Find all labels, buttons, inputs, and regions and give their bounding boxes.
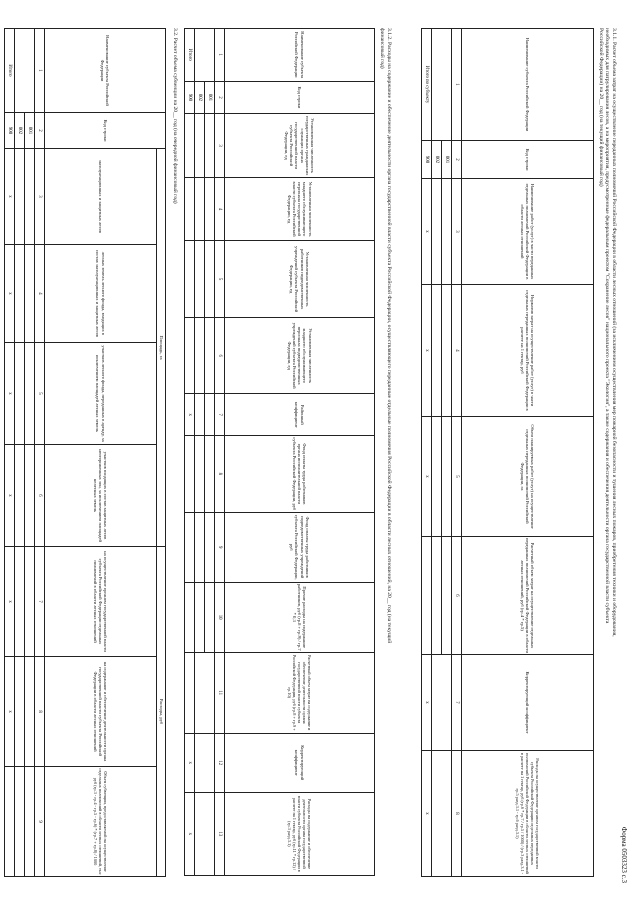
heading-line: 3.1.1. Расчет объема затрат на осуществление переданных полномочий Российской Федерации в области лесных отношений (за исключением осуществления мер пожарной безопасности и тушения лесных пожаров, приобретения техники и оборудования, — [611, 28, 617, 637]
table-cell — [15, 343, 25, 445]
header-row — [45, 29, 157, 877]
header-cell: Объем планируемых работ (услуг) на осуществление отдельных переданных полномочий Российской Федерации, га — [462, 417, 594, 537]
table-cell — [25, 343, 35, 445]
row-code: 001 — [205, 81, 215, 114]
table-row — [205, 29, 215, 876]
header-cell: Норматив затрат на осуществление работ (услуг) в части отдельных переданных полномочий Российской Федерации в расчете на 1 гектар, руб — [462, 285, 594, 417]
table-cell: x — [185, 394, 195, 436]
table-cell: x — [185, 733, 195, 792]
table-cell — [205, 241, 215, 318]
table-cell — [195, 436, 205, 513]
col-number: 9 — [215, 512, 225, 582]
table-cell — [195, 394, 205, 436]
col-number: 2 — [452, 141, 462, 179]
header-cell: Фонд оплаты труда работников подведомственных учреждений субъекта Российской Федерации, руб — [225, 512, 375, 582]
table-cell — [432, 417, 442, 537]
row-code: 001 — [25, 113, 35, 149]
col-number: 1 — [35, 29, 45, 113]
table-cell — [195, 582, 205, 652]
table-cell: x — [5, 657, 15, 767]
col-number: 4 — [215, 177, 225, 240]
col-number: 7 — [35, 547, 45, 657]
header-cell: участков лесного фонда, переданных в аренду, за исключением площадей лесных земель — [45, 343, 157, 445]
col-number: 8 — [452, 751, 462, 877]
table-cell — [195, 317, 205, 394]
header-cell: Наименование работ (услуг) в части переданных отдельных полномочий Российской Федерации в области лесных отношений — [462, 179, 594, 285]
table-cell — [5, 767, 15, 877]
section-32-heading: 3.2. Расчет объема субвенции на 20__ год (на очередной финансовый год) — [172, 28, 178, 204]
subject-name-cell — [195, 29, 215, 82]
col-number: 3 — [35, 149, 45, 245]
table-row — [25, 29, 35, 877]
table-cell — [25, 767, 35, 877]
header-cell: Корректирующий коэффициент — [225, 733, 375, 792]
col-number: 11 — [215, 652, 225, 733]
table-row — [15, 29, 25, 877]
col-number: 1 — [215, 29, 225, 82]
header-cell: Расходы на содержание и обеспечение деятельности органа государственной власти субъекта Российской Федерации в расчете на 1 гектар, руб (гр.11 * гр.12) / (гр.3 разд.3.1) — [225, 792, 375, 875]
table-cell — [205, 512, 215, 582]
table-cell — [185, 582, 195, 652]
col-number: 9 — [35, 767, 45, 877]
table-cell — [432, 179, 442, 285]
col-number: 5 — [452, 417, 462, 537]
table-cell: x — [5, 445, 15, 547]
total-row — [185, 29, 195, 876]
table-312 — [184, 28, 375, 876]
heading-line: финансовый год) — [379, 28, 386, 69]
table-cell — [422, 537, 432, 655]
col-number: 8 — [215, 436, 225, 513]
col-number: 2 — [35, 113, 45, 149]
table-cell — [205, 582, 215, 652]
column-number-row — [35, 29, 45, 877]
total-label: Итого — [5, 29, 15, 113]
col-number: 6 — [35, 445, 45, 547]
header-cell: Наименование субъекта Российской Федерации — [45, 29, 166, 113]
header-cell: Расходы на осуществление органом государственной власти субъекта Российской Федерации отдельных переданных полномочий Российской Федерации в области лесных отношений в расчете на 1 гектар, руб (гр.6 * гр.7 / гр.5 / 1000) / (гр.3 разд.3.1 - гр.5 разд.3.1 - гр.6 разд.3.1) — [462, 751, 594, 877]
table-cell — [205, 436, 215, 513]
table-cell — [432, 285, 442, 417]
table-cell — [15, 767, 25, 877]
header-row — [462, 29, 594, 877]
total-label: Итого — [185, 29, 195, 82]
col-number: 2 — [215, 81, 225, 114]
row-code: 900 — [5, 113, 15, 149]
table-cell — [15, 149, 25, 245]
table-cell — [205, 317, 215, 394]
header-cell: Прочие расходы на содержание работников, руб (гр.8 + гр.9) / гр.7 * 0,3 — [225, 582, 375, 652]
table-cell — [15, 445, 25, 547]
table-cell — [195, 652, 215, 733]
col-number: 8 — [35, 657, 45, 767]
table-cell — [205, 394, 215, 436]
col-number: 6 — [215, 317, 225, 394]
table-cell — [195, 177, 205, 240]
table-cell — [185, 177, 195, 240]
table-cell: x — [5, 547, 15, 657]
table-cell — [442, 285, 452, 417]
header-cell: Код строки — [45, 113, 166, 149]
table-311 — [421, 28, 594, 877]
table-cell — [432, 655, 452, 751]
header-cell: Установленная численность работников подведомственных учреждений субъекта Российской Федерации, ед — [225, 241, 375, 318]
table-cell: x — [5, 149, 15, 245]
table-cell — [432, 537, 442, 655]
table-cell: x — [422, 179, 432, 285]
form-code: Форма 0503323 с.3 — [620, 826, 628, 883]
header-cell: эксплуатационных и защитных лесов — [45, 149, 157, 245]
table-cell — [15, 547, 25, 657]
table-cell — [25, 245, 35, 343]
table-cell — [432, 751, 452, 877]
col-number: 3 — [215, 114, 225, 177]
heading-line: необходимых для патрулирования лесов, а на мероприятия, предусмотренные федеральным проектом "Сохранение лесов" национального проекта "Экология", а также содержания и обеспечения деятельности органа государственной власти субъекта — [604, 28, 611, 624]
table-cell — [442, 179, 452, 285]
header-cell: Объем субвенции, предоставляемой на осуществление отдельных полномочий в области лесных отношений, тыс руб (гр.3 - гр.4 - гр.5 - гр.6) * (гр.7 + гр.8) / 1000 — [45, 767, 157, 877]
col-number: 6 — [452, 537, 462, 655]
col-number: 3 — [452, 179, 462, 285]
header-cell: Районный коэффициент — [225, 394, 375, 436]
table-cell: x — [422, 655, 432, 751]
header-cell: Установленная численность государственных гражданских служащих органа государственной власти субъекта Российской Федерации, ед — [225, 114, 375, 177]
table-row — [442, 29, 452, 877]
group-header-row — [157, 29, 166, 877]
col-number: 4 — [35, 245, 45, 343]
table-cell — [442, 417, 452, 537]
header-cell: участков входящих в состав защитных лесов неогороженных зон, за исключением площадей нелесных земель — [45, 445, 157, 547]
header-cell: Наименование субъекта Российской Федерации — [225, 29, 375, 82]
table-cell — [185, 114, 195, 177]
table-cell — [195, 792, 215, 875]
table-cell — [185, 317, 195, 394]
table-cell — [195, 733, 215, 792]
total-label: Итого по субъекту — [422, 29, 432, 141]
header-cell: лесных земель лесного фонда, входящих в состав эксплуатационных и защитных лесов — [45, 245, 157, 343]
heading-line: Российской Федерации) на 20__ год (на текущий финансовый год) — [597, 28, 604, 187]
row-code: 002 — [432, 141, 442, 179]
column-number-row — [215, 29, 225, 876]
expenses-group-header: Расходы, руб — [157, 547, 166, 877]
table-cell: x — [5, 245, 15, 343]
col-number: 13 — [215, 792, 225, 875]
row-code: 001 — [442, 141, 452, 179]
col-number: 5 — [215, 241, 225, 318]
table-cell — [25, 445, 35, 547]
table-cell — [185, 652, 195, 733]
row-code: 900 — [422, 141, 432, 179]
table-cell — [185, 241, 195, 318]
table-cell: x — [422, 751, 432, 877]
table-cell — [185, 512, 195, 582]
col-number: 7 — [215, 394, 225, 436]
header-cell: Фонд оплаты труда работников органа исполнительной власти субъекта Российской Федерации, руб — [225, 436, 375, 513]
header-cell: Код строки — [225, 81, 375, 114]
table-cell — [15, 657, 25, 767]
header-cell: Код строки — [462, 141, 594, 179]
col-number: 4 — [452, 285, 462, 417]
row-code: 002 — [15, 113, 25, 149]
row-code: 002 — [195, 81, 205, 114]
table-cell — [25, 547, 35, 657]
col-number: 7 — [452, 655, 462, 751]
row-code: 900 — [185, 81, 195, 114]
subject-name-cell — [15, 29, 35, 113]
heading-line: 3.1.2. Расходы на содержание и обеспечение деятельности органа государственной власти субъекта Российской Федерации, осуществляющего переданные отдельные полномочия Российской Федерации в области лесных отношений, на 20__ год (на текущий — [386, 28, 392, 644]
table-cell — [25, 149, 35, 245]
table-cell: x — [5, 343, 15, 445]
table-cell — [15, 245, 25, 343]
col-number: 1 — [452, 29, 462, 141]
table-cell — [195, 512, 205, 582]
header-cell: Расчетный объем затрат на содержание и обеспечение деятельности органа государственной власти субъекта Российской Федерации, руб (гр.8 + гр.9 + гр.10) — [225, 652, 375, 733]
table-cell — [442, 537, 452, 655]
section-311-heading — [597, 28, 617, 878]
table-32 — [4, 28, 166, 877]
column-number-row — [452, 29, 462, 877]
table-cell: x — [422, 417, 432, 537]
table-cell — [25, 657, 35, 767]
header-cell: Корректирующий коэффициент — [462, 655, 594, 751]
table-cell — [195, 241, 205, 318]
header-cell: Установленная численность младшего обслуживающего персонала подведомственных учреждений субъекта Российской Федерации, ед — [225, 317, 375, 394]
total-row — [422, 29, 432, 877]
section-312-heading — [379, 28, 392, 878]
header-cell: Расчетный объем затрат на осуществление отдельных переданных полномочий Российской Федерации в области лесных отношений, руб (гр.4 * гр.5) — [462, 537, 594, 655]
col-number: 5 — [35, 343, 45, 445]
table-cell — [185, 436, 195, 513]
col-number: 12 — [215, 733, 225, 792]
col-number: 10 — [215, 582, 225, 652]
table-cell: x — [422, 285, 432, 417]
table-cell — [205, 114, 215, 177]
header-cell: на осуществление органом государственной власти субъекта Российской Федерации отдельных полномочий в области лесных отношений — [45, 547, 157, 657]
total-row — [5, 29, 15, 877]
area-group-header: Площадь, га — [157, 149, 166, 547]
subject-name-cell — [432, 29, 452, 141]
header-cell: Наименование субъекта Российской Федерации — [462, 29, 594, 141]
table-cell — [205, 177, 215, 240]
header-row — [225, 29, 375, 876]
table-cell: x — [185, 792, 195, 875]
header-cell: на содержание и обеспечение деятельности органа государственной власти субъекта Российской Федерации в области лесных отношений — [45, 657, 157, 767]
header-cell: Установленная численность младшего обслуживающего персонала государственной власти субъекта Российской Федерации, ед — [225, 177, 375, 240]
table-cell — [195, 114, 205, 177]
